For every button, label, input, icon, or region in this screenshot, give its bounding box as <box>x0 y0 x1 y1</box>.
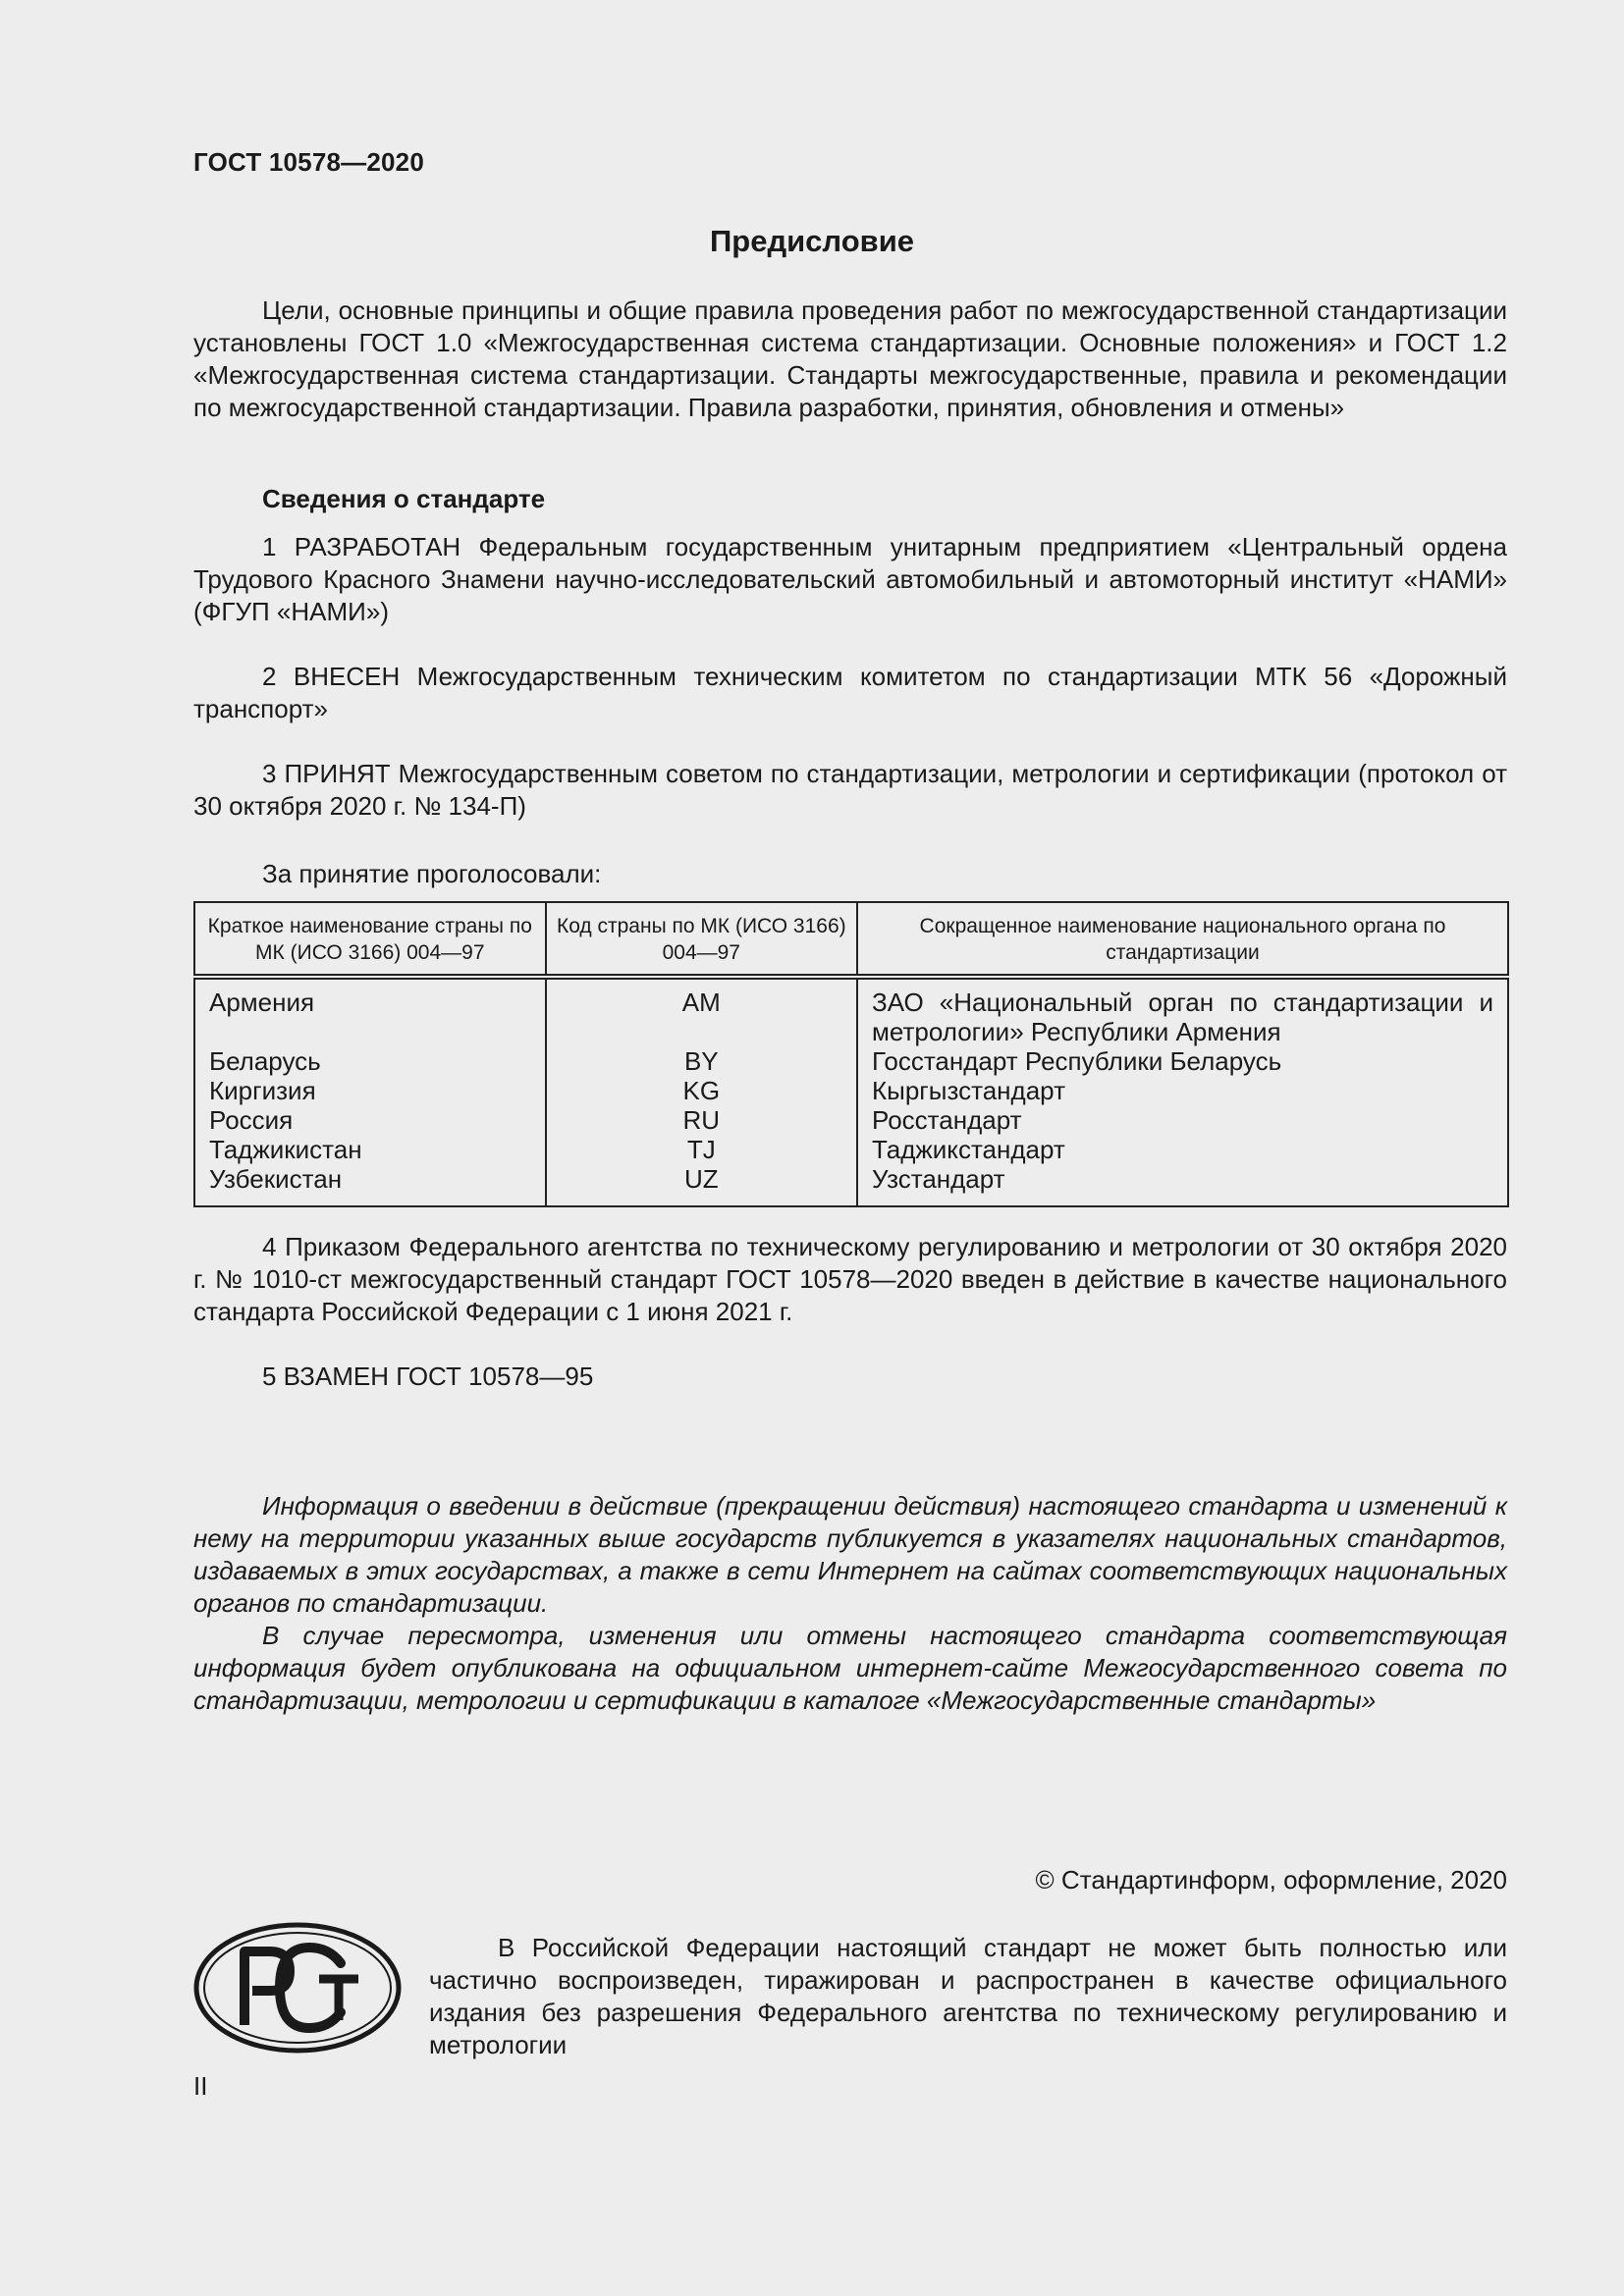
item-introduced-block <box>193 661 1507 725</box>
header-country-name: Краткое наименование страны по МК (ИСО 3166) 004—97 <box>194 902 546 977</box>
table-row <box>194 1164 1508 1206</box>
country-name: Таджикистан <box>194 1135 546 1164</box>
country-name: Беларусь <box>194 1046 546 1076</box>
voted-label: За принятие проголосовали: <box>262 859 602 888</box>
info-heading-block <box>193 483 1507 515</box>
notice-paragraph: Информация о введении в действие (прекращении действия) настоящего стандарта и изменений к нему на территории указанных выше государств публикуется в указателях национальных стандартов, издаваемых в этих государствах, а также в сети Интернет на сайтах соответствующих национальных органов по стандартизации. <box>193 1491 1507 1618</box>
national-body: Узстандарт <box>857 1164 1508 1206</box>
country-name: Киргизия <box>194 1076 546 1105</box>
national-body: Таджикстандарт <box>857 1135 1508 1164</box>
national-body: Кыргызстандарт <box>857 1076 1508 1105</box>
country-code: BY <box>546 1046 857 1076</box>
page-title: Предисловие <box>709 224 914 258</box>
national-body: Госстандарт Республики Беларусь <box>857 1046 1508 1076</box>
table-header-row <box>194 902 1508 977</box>
table-row <box>194 1046 1508 1076</box>
country-code: TJ <box>546 1135 857 1164</box>
item-order: 4 Приказом Федерального агентства по техническому регулированию и метрологии от 30 октября 2020 г. № 1010-ст межгосударственный стандарт ГОСТ 10578—2020 введен в действие в качестве национального стандарта Российской Федерации с 1 июня 2021 г. <box>193 1232 1507 1326</box>
table-row <box>194 1076 1508 1105</box>
national-body: Росстандарт <box>857 1105 1508 1135</box>
item-introduced: 2 ВНЕСЕН Межгосударственным техническим комитетом по стандартизации МТК 56 «Дорожный транспорт» <box>193 662 1507 723</box>
rf-reproduction-note <box>429 1932 1507 2061</box>
rst-mark-icon <box>193 1922 402 2054</box>
national-body: ЗАО «Национальный орган по стандартизации и метрологии» Республики Армения <box>857 977 1508 1046</box>
section-heading: Сведения о стандарте <box>262 484 546 513</box>
table-row <box>194 977 1508 1046</box>
country-code: RU <box>546 1105 857 1135</box>
notice-block <box>193 1490 1507 1717</box>
item-developed-block <box>193 531 1507 628</box>
page-header: ГОСТ 10578—2020 <box>193 147 424 177</box>
rf-note-paragraph: В Российской Федерации настоящий стандарт не может быть полностью или частично воспроизведен, тиражирован и распространен в качестве официального издания без разрешения Федерального агентства по техническому регулированию и метрологии <box>429 1933 1507 2059</box>
country-name: Армения <box>194 977 546 1046</box>
item-developed: 1 РАЗРАБОТАН Федеральным государственным унитарным предприятием «Центральный ордена Трудового Красного Знамени научно-исследовательский автомобильный и автомоторный институт «НАМИ» (ФГУП «НАМИ») <box>193 532 1507 626</box>
country-code: UZ <box>546 1164 857 1206</box>
item-adopted-block <box>193 758 1507 823</box>
header-country-code: Код страны по МК (ИСО 3166) 004—97 <box>546 902 857 977</box>
country-code: KG <box>546 1076 857 1105</box>
country-name: Россия <box>194 1105 546 1135</box>
intro-paragraph: Цели, основные принципы и общие правила проведения работ по межгосударственной стандартизации установлены ГОСТ 1.0 «Межгосударственная система стандартизации. Основные положения» и ГОСТ 1.2 «Межгосударственная система стандартизации. Стандарты межгосударственные, правила и рекомендации по межгосударственной стандартизации. Правила разработки, принятия, обновления и отмены» <box>193 295 1507 422</box>
voted-label-block <box>193 858 1507 890</box>
item-replaced-block <box>193 1361 1507 1393</box>
item-order-block <box>193 1231 1507 1328</box>
header-national-body: Сокращенное наименование национального органа по стандартизации <box>857 902 1508 977</box>
table-row <box>194 1105 1508 1135</box>
intro-block <box>193 294 1507 424</box>
item-replaced: 5 ВЗАМЕН ГОСТ 10578—95 <box>262 1362 594 1391</box>
country-name: Узбекистан <box>194 1164 546 1206</box>
page-number: II <box>193 2071 208 2101</box>
table-row <box>194 1135 1508 1164</box>
item-adopted: 3 ПРИНЯТ Межгосударственным советом по стандартизации, метрологии и сертификации (протокол от 30 октября 2020 г. № 134-П) <box>193 759 1507 821</box>
copyright-line: © Стандартинформ, оформление, 2020 <box>1035 1865 1507 1895</box>
notice-paragraph: В случае пересмотра, изменения или отмены настоящего стандарта соответствующая информация будет опубликована на официальном интернет-сайте Межгосударственного совета по стандартизации, метрологии и сертификации в каталоге «Межгосударственные стандарты» <box>193 1621 1507 1715</box>
country-code: AM <box>546 977 857 1046</box>
voting-table <box>193 901 1509 1207</box>
